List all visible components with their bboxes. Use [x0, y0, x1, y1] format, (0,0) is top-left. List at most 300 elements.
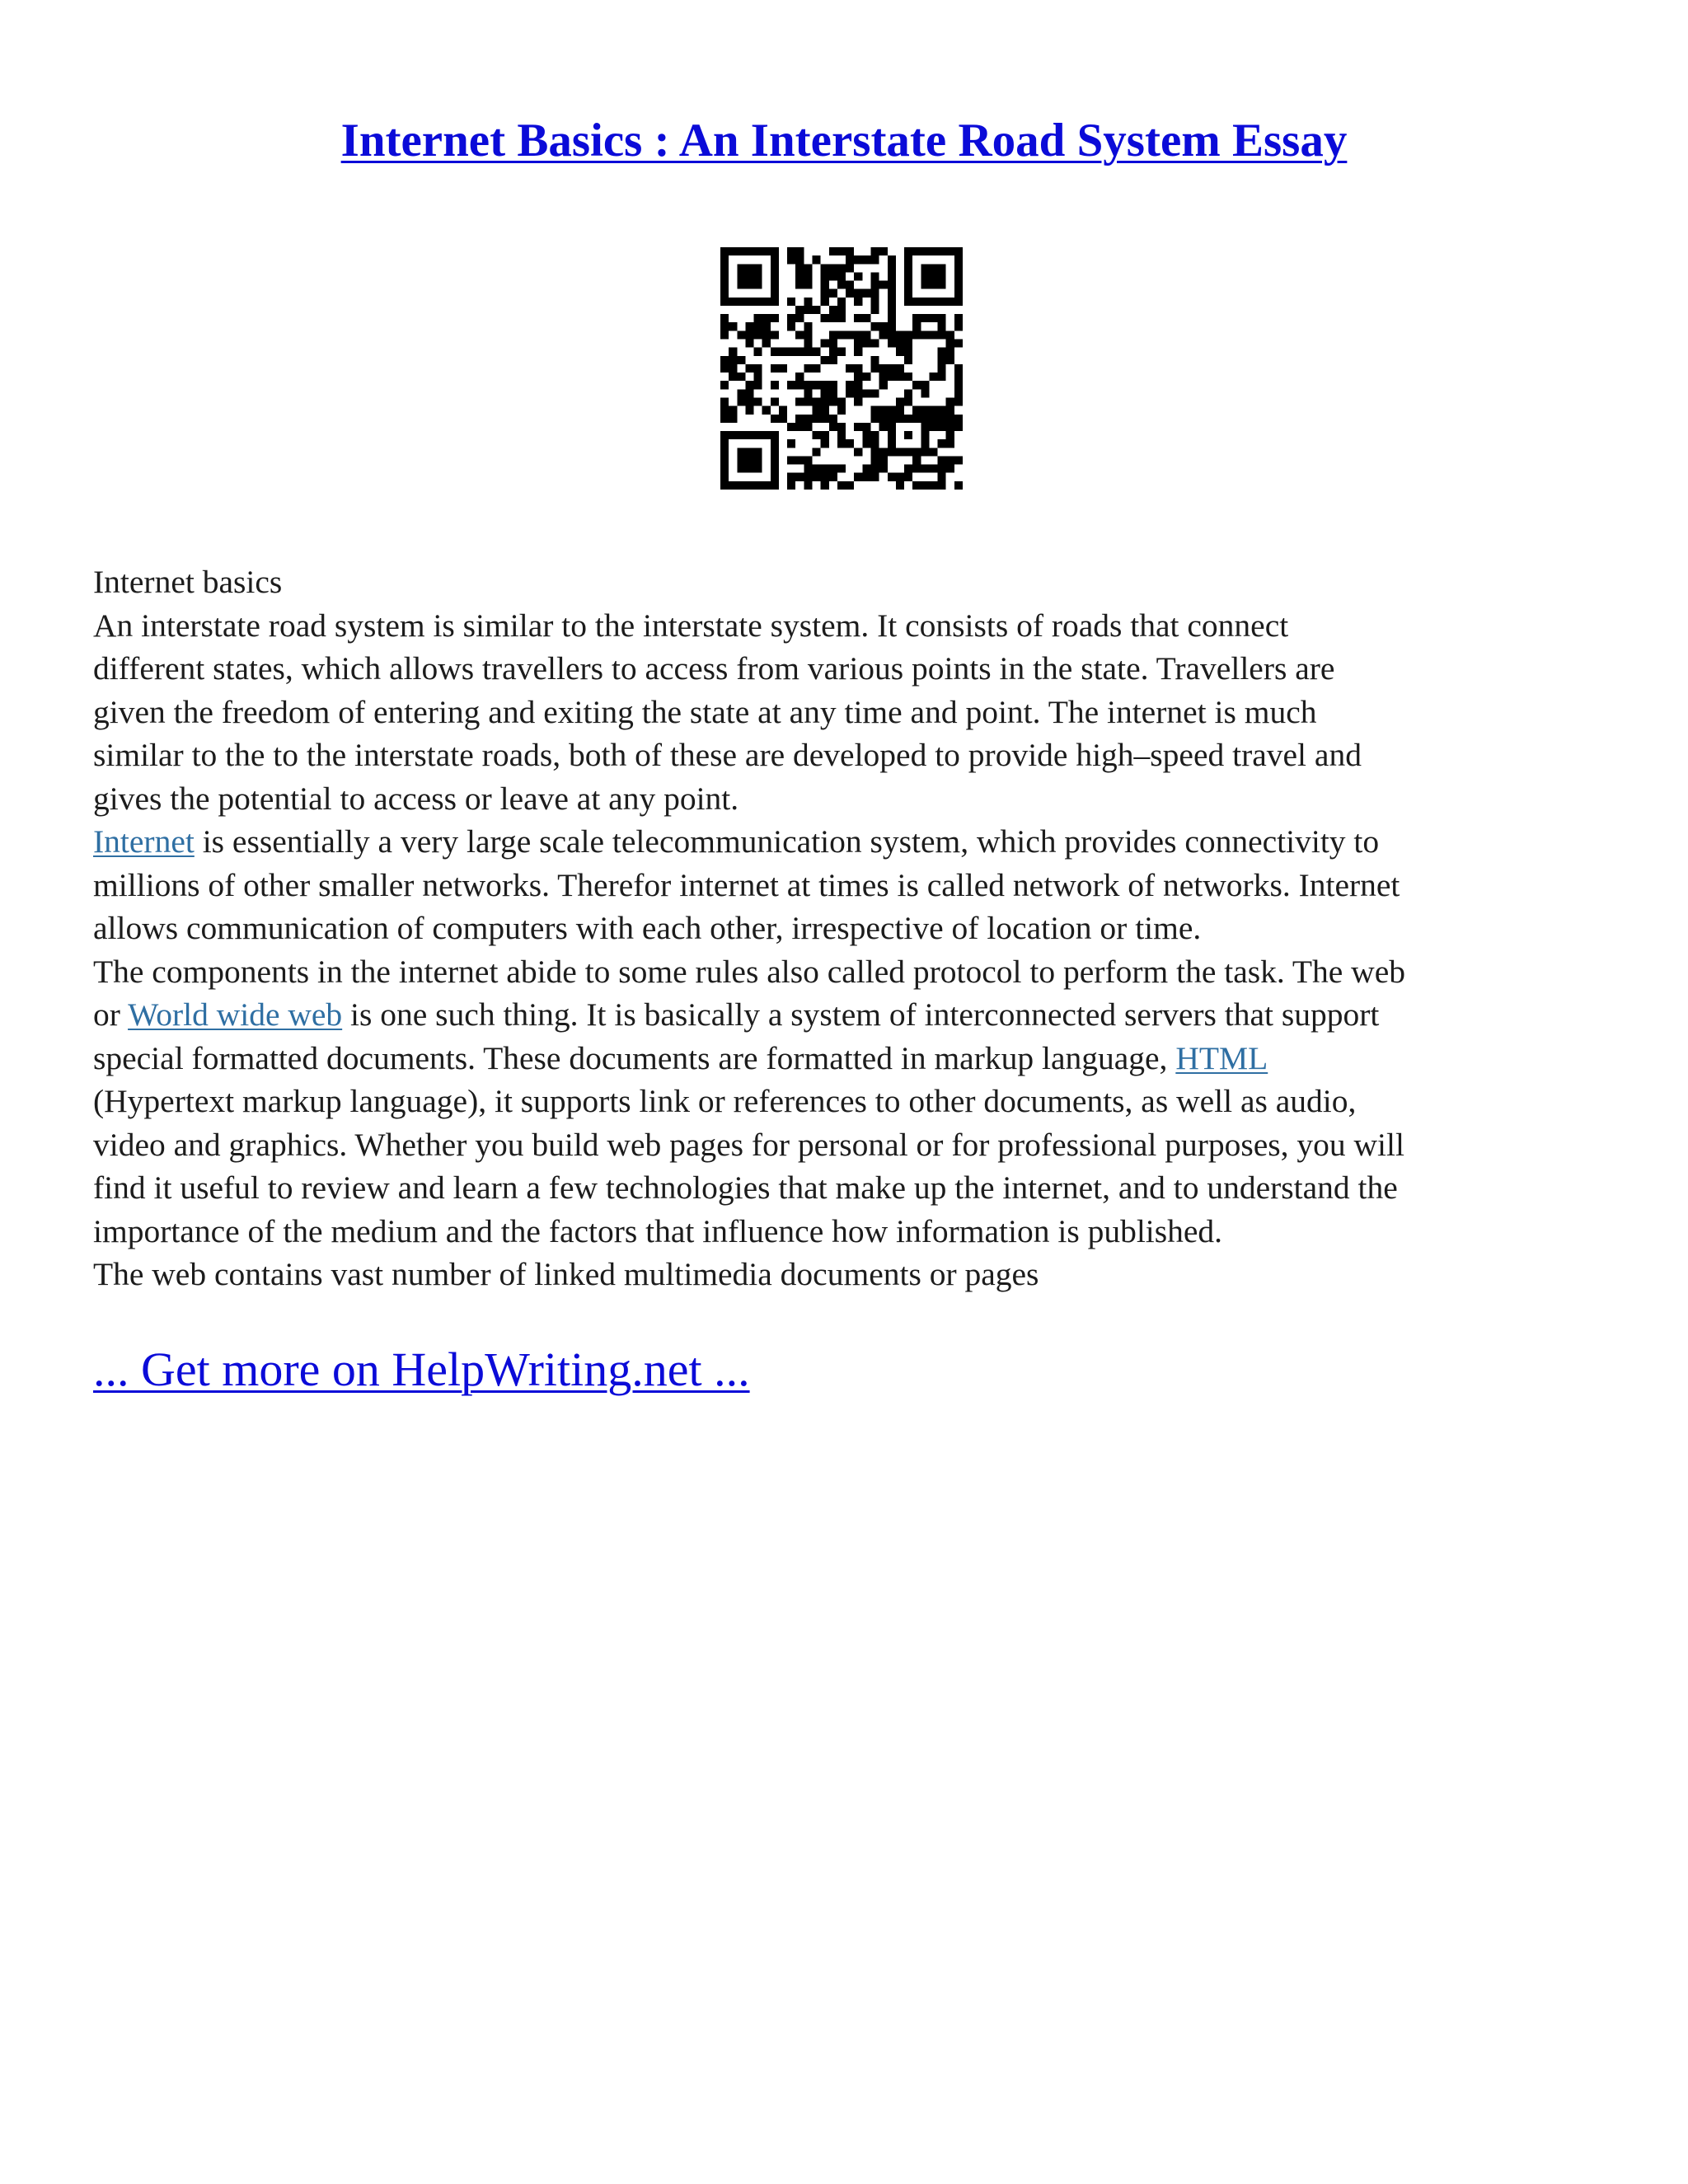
qr-module	[754, 298, 762, 306]
qr-module	[904, 289, 912, 298]
qr-module	[754, 264, 762, 272]
qr-module	[754, 431, 762, 439]
qr-module	[837, 247, 846, 255]
qr-module	[862, 330, 870, 339]
qr-module	[837, 272, 846, 280]
qr-module	[754, 397, 762, 405]
qr-module	[762, 314, 771, 322]
qr-module	[745, 481, 753, 490]
qr-module	[720, 298, 729, 306]
world-wide-web-link[interactable]: World wide web	[128, 996, 343, 1033]
qr-module	[829, 465, 837, 473]
qr-module	[720, 330, 729, 339]
qr-module	[754, 322, 762, 330]
qr-module	[804, 389, 812, 397]
qr-module	[745, 406, 753, 415]
qr-module	[954, 423, 963, 431]
qr-module	[720, 448, 729, 456]
qr-module	[888, 322, 896, 330]
qr-module	[729, 364, 737, 373]
qr-module	[762, 322, 771, 330]
qr-module	[737, 373, 745, 381]
qr-module	[795, 264, 804, 272]
qr-module	[804, 322, 812, 330]
qr-module	[888, 255, 896, 264]
qr-module	[745, 465, 753, 473]
qr-module	[879, 281, 888, 289]
qr-module	[737, 448, 745, 456]
qr-module	[938, 298, 946, 306]
qr-module	[946, 330, 954, 339]
qr-module	[729, 481, 737, 490]
text-line: allows communication of computers with each other, irrespective of location or time.	[93, 910, 1202, 946]
qr-module	[821, 281, 829, 289]
get-more-link[interactable]: ... Get more on HelpWriting.net ...	[93, 1343, 750, 1396]
text-line: (Hypertext markup language), it supports link or references to other documents, as well as audio,	[93, 1083, 1357, 1119]
qr-module	[870, 281, 879, 289]
qr-module	[804, 481, 812, 490]
qr-module	[846, 289, 854, 298]
qr-module	[821, 381, 829, 389]
qr-module	[804, 281, 812, 289]
qr-module	[829, 306, 837, 314]
html-link[interactable]: HTML	[1175, 1039, 1268, 1076]
qr-module	[912, 381, 921, 389]
qr-module	[870, 272, 879, 280]
qr-module	[771, 314, 779, 322]
qr-module	[737, 272, 745, 280]
qr-module	[854, 381, 862, 389]
qr-module	[888, 373, 896, 381]
qr-module	[912, 456, 921, 464]
qr-module	[904, 348, 912, 356]
qr-module	[846, 255, 854, 264]
qr-module	[787, 322, 795, 330]
qr-module	[771, 298, 779, 306]
qr-module	[771, 473, 779, 481]
qr-module	[904, 247, 912, 255]
qr-module	[737, 431, 745, 439]
qr-module	[821, 264, 829, 272]
qr-module	[795, 348, 804, 356]
qr-module	[888, 448, 896, 456]
qr-module	[888, 281, 896, 289]
qr-module	[929, 272, 937, 280]
qr-module	[813, 415, 821, 423]
qr-module	[912, 330, 921, 339]
qr-module	[821, 481, 829, 490]
qr-module	[737, 298, 745, 306]
qr-module	[954, 322, 963, 330]
qr-module	[954, 255, 963, 264]
qr-module	[954, 389, 963, 397]
qr-module	[870, 298, 879, 306]
qr-module	[787, 473, 795, 481]
qr-module	[870, 322, 879, 330]
text-line: video and graphics. Whether you build web pages for personal or for professional purposes, you will	[93, 1126, 1404, 1163]
qr-module	[771, 456, 779, 464]
text-line: gives the potential to access or leave at any point.	[93, 780, 739, 817]
qr-module	[745, 264, 753, 272]
qr-module	[846, 481, 854, 490]
qr-module	[754, 281, 762, 289]
qr-module	[896, 415, 904, 423]
qr-module	[954, 264, 963, 272]
qr-module	[821, 415, 829, 423]
qr-module	[795, 255, 804, 264]
qr-module	[737, 389, 745, 397]
text-fragment: is essentially a very large scale telecommunication system, which provides connectivity to	[194, 823, 1380, 860]
text-line: An interstate road system is similar to the interstate system. It consists of roads that connect	[93, 607, 1289, 644]
qr-module	[779, 364, 787, 373]
qr-module	[745, 448, 753, 456]
qr-module	[954, 397, 963, 405]
qr-module	[870, 448, 879, 456]
qr-module	[720, 247, 729, 255]
qr-module	[787, 247, 795, 255]
qr-module	[846, 281, 854, 289]
qr-module	[729, 322, 737, 330]
qr-module	[795, 330, 804, 339]
qr-module	[929, 448, 937, 456]
qr-module	[837, 348, 846, 356]
qr-module	[837, 314, 846, 322]
qr-module	[870, 406, 879, 415]
qr-module	[888, 406, 896, 415]
qr-module	[862, 314, 870, 322]
qr-module	[929, 330, 937, 339]
qr-module	[795, 247, 804, 255]
qr-module	[813, 397, 821, 405]
qr-module	[938, 330, 946, 339]
qr-module	[946, 439, 954, 448]
qr-module	[862, 439, 870, 448]
qr-module	[938, 481, 946, 490]
qr-module	[854, 397, 862, 405]
qr-module	[737, 247, 745, 255]
qr-module	[720, 314, 729, 322]
qr-module	[954, 247, 963, 255]
qr-module	[938, 272, 946, 280]
qr-module	[720, 406, 729, 415]
qr-module	[862, 423, 870, 431]
qr-module	[896, 448, 904, 456]
qr-module	[745, 298, 753, 306]
qr-module	[720, 456, 729, 464]
qr-module	[929, 481, 937, 490]
qr-module	[938, 423, 946, 431]
qr-module	[888, 431, 896, 439]
qr-module	[929, 264, 937, 272]
qr-module	[854, 423, 862, 431]
qr-module	[904, 356, 912, 364]
qr-module	[921, 298, 929, 306]
qr-module	[771, 415, 779, 423]
qr-module	[829, 381, 837, 389]
qr-module	[912, 465, 921, 473]
qr-module	[888, 298, 896, 306]
qr-module	[829, 348, 837, 356]
qr-module	[804, 397, 812, 405]
qr-module	[720, 439, 729, 448]
qr-module	[854, 373, 862, 381]
qr-module	[729, 247, 737, 255]
qr-module	[921, 415, 929, 423]
qr-module	[954, 289, 963, 298]
qr-module	[854, 255, 862, 264]
qr-module	[938, 281, 946, 289]
qr-module	[896, 348, 904, 356]
qr-module	[954, 373, 963, 381]
qr-module	[771, 465, 779, 473]
qr-module	[795, 397, 804, 405]
qr-module	[737, 281, 745, 289]
qr-module	[862, 340, 870, 348]
qr-module	[745, 389, 753, 397]
qr-module	[804, 456, 812, 464]
qr-module	[762, 298, 771, 306]
qr-module	[829, 473, 837, 481]
qr-module	[862, 465, 870, 473]
qr-module	[821, 431, 829, 439]
qr-module	[771, 439, 779, 448]
internet-link[interactable]: Internet	[93, 823, 195, 860]
qr-module	[888, 423, 896, 431]
qr-module	[921, 314, 929, 322]
qr-module	[870, 389, 879, 397]
text-line: different states, which allows travellers to access from various points in the state. Travellers are	[93, 650, 1335, 687]
qr-module	[938, 473, 946, 481]
qr-module	[870, 247, 879, 255]
qr-module	[762, 247, 771, 255]
qr-module	[771, 289, 779, 298]
qr-module	[737, 264, 745, 272]
qr-module	[929, 314, 937, 322]
qr-module	[904, 373, 912, 381]
qr-module	[888, 306, 896, 314]
qr-module	[888, 264, 896, 272]
qr-module	[954, 314, 963, 322]
qr-module	[804, 298, 812, 306]
qr-module	[879, 364, 888, 373]
qr-module	[938, 314, 946, 322]
qr-module	[813, 406, 821, 415]
qr-module	[938, 456, 946, 464]
qr-module	[837, 439, 846, 448]
qr-module	[821, 272, 829, 280]
qr-module	[904, 340, 912, 348]
qr-module	[795, 456, 804, 464]
qr-module	[829, 397, 837, 405]
qr-module	[737, 481, 745, 490]
qr-module	[854, 330, 862, 339]
text-line: find it useful to review and learn a few technologies that make up the internet, and to understand the	[93, 1169, 1398, 1206]
qr-module	[846, 439, 854, 448]
qr-module	[813, 431, 821, 439]
qr-module	[720, 465, 729, 473]
qr-module	[737, 397, 745, 405]
qr-module	[870, 439, 879, 448]
qr-module	[946, 397, 954, 405]
qr-module	[879, 415, 888, 423]
qr-module	[771, 255, 779, 264]
qr-module	[929, 281, 937, 289]
qr-module	[787, 255, 795, 264]
qr-module	[946, 456, 954, 464]
qr-module	[804, 264, 812, 272]
qr-module	[821, 406, 829, 415]
page-title-link[interactable]: Internet Basics : An Interstate Road System Essay	[340, 115, 1348, 166]
qr-module	[745, 247, 753, 255]
qr-module	[904, 415, 912, 423]
qr-module	[745, 397, 753, 405]
qr-module	[921, 465, 929, 473]
qr-module	[879, 381, 888, 389]
qr-module	[870, 289, 879, 298]
qr-module	[938, 465, 946, 473]
qr-module	[762, 431, 771, 439]
qr-module	[870, 415, 879, 423]
qr-module	[946, 298, 954, 306]
qr-module	[754, 456, 762, 464]
qr-module	[921, 389, 929, 397]
qr-module	[946, 356, 954, 364]
qr-module	[829, 415, 837, 423]
qr-module	[745, 281, 753, 289]
qr-module	[870, 465, 879, 473]
qr-module	[854, 473, 862, 481]
qr-module	[862, 431, 870, 439]
qr-module	[946, 415, 954, 423]
qr-module	[771, 281, 779, 289]
qr-module	[813, 306, 821, 314]
qr-module	[729, 356, 737, 364]
qr-module	[888, 364, 896, 373]
qr-module	[921, 264, 929, 272]
qr-module	[829, 289, 837, 298]
qr-module	[829, 356, 837, 364]
qr-module	[854, 448, 862, 456]
qr-module	[904, 272, 912, 280]
qr-module	[854, 289, 862, 298]
qr-module	[954, 298, 963, 306]
qr-module	[862, 289, 870, 298]
qr-module	[854, 314, 862, 322]
title-container	[0, 114, 1688, 167]
qr-module	[829, 264, 837, 272]
qr-module	[754, 364, 762, 373]
qr-module	[745, 322, 753, 330]
qr-module	[921, 481, 929, 490]
qr-module	[787, 348, 795, 356]
qr-module	[854, 364, 862, 373]
qr-module	[870, 255, 879, 264]
qr-module	[904, 465, 912, 473]
qr-module	[821, 389, 829, 397]
qr-module	[754, 314, 762, 322]
qr-module	[938, 373, 946, 381]
qr-module	[804, 272, 812, 280]
qr-module	[870, 356, 879, 364]
qr-module	[929, 406, 937, 415]
text-line	[93, 1037, 1601, 1080]
qr-module	[912, 415, 921, 423]
qr-module	[829, 423, 837, 431]
qr-module	[837, 306, 846, 314]
qr-module	[896, 340, 904, 348]
qr-module	[954, 456, 963, 464]
text-fragment: special formatted documents. These documents are formatted in markup language,	[93, 1039, 1176, 1076]
qr-module	[921, 381, 929, 389]
qr-module	[771, 247, 779, 255]
qr-module	[729, 348, 737, 356]
qr-module	[896, 330, 904, 339]
qr-module	[787, 423, 795, 431]
qr-module	[921, 281, 929, 289]
qr-module	[946, 348, 954, 356]
qr-module	[896, 473, 904, 481]
qr-module	[846, 381, 854, 389]
qr-module	[888, 415, 896, 423]
qr-module	[821, 314, 829, 322]
qr-module	[804, 330, 812, 339]
qr-module	[837, 264, 846, 272]
qr-module	[795, 473, 804, 481]
qr-module	[762, 481, 771, 490]
qr-module	[829, 330, 837, 339]
qr-module	[813, 364, 821, 373]
qr-module	[896, 406, 904, 415]
qr-module	[854, 340, 862, 348]
qr-module	[737, 465, 745, 473]
qr-module	[720, 272, 729, 280]
qr-module	[954, 415, 963, 423]
qr-module	[938, 264, 946, 272]
qr-module	[762, 330, 771, 339]
qr-module	[720, 415, 729, 423]
text-line: The web contains vast number of linked multimedia documents or pages	[93, 1256, 1039, 1292]
qr-module	[821, 465, 829, 473]
qr-module	[779, 348, 787, 356]
qr-module	[904, 330, 912, 339]
qr-module	[771, 448, 779, 456]
qr-module	[912, 298, 921, 306]
qr-module	[787, 314, 795, 322]
qr-module	[795, 373, 804, 381]
qr-module	[938, 364, 946, 373]
qr-module	[912, 322, 921, 330]
qr-module	[929, 247, 937, 255]
qr-module	[804, 465, 812, 473]
qr-module	[829, 314, 837, 322]
qr-module	[946, 465, 954, 473]
qr-module	[804, 364, 812, 373]
qr-module	[754, 481, 762, 490]
qr-module	[787, 481, 795, 490]
qr-module	[745, 330, 753, 339]
qr-module	[821, 473, 829, 481]
qr-module	[754, 373, 762, 381]
qr-module	[771, 431, 779, 439]
qr-module	[821, 356, 829, 364]
qr-module	[946, 423, 954, 431]
qr-module	[896, 364, 904, 373]
qr-module	[846, 364, 854, 373]
qr-module	[754, 381, 762, 389]
qr-module	[896, 373, 904, 381]
qr-module	[729, 298, 737, 306]
qr-module	[888, 439, 896, 448]
